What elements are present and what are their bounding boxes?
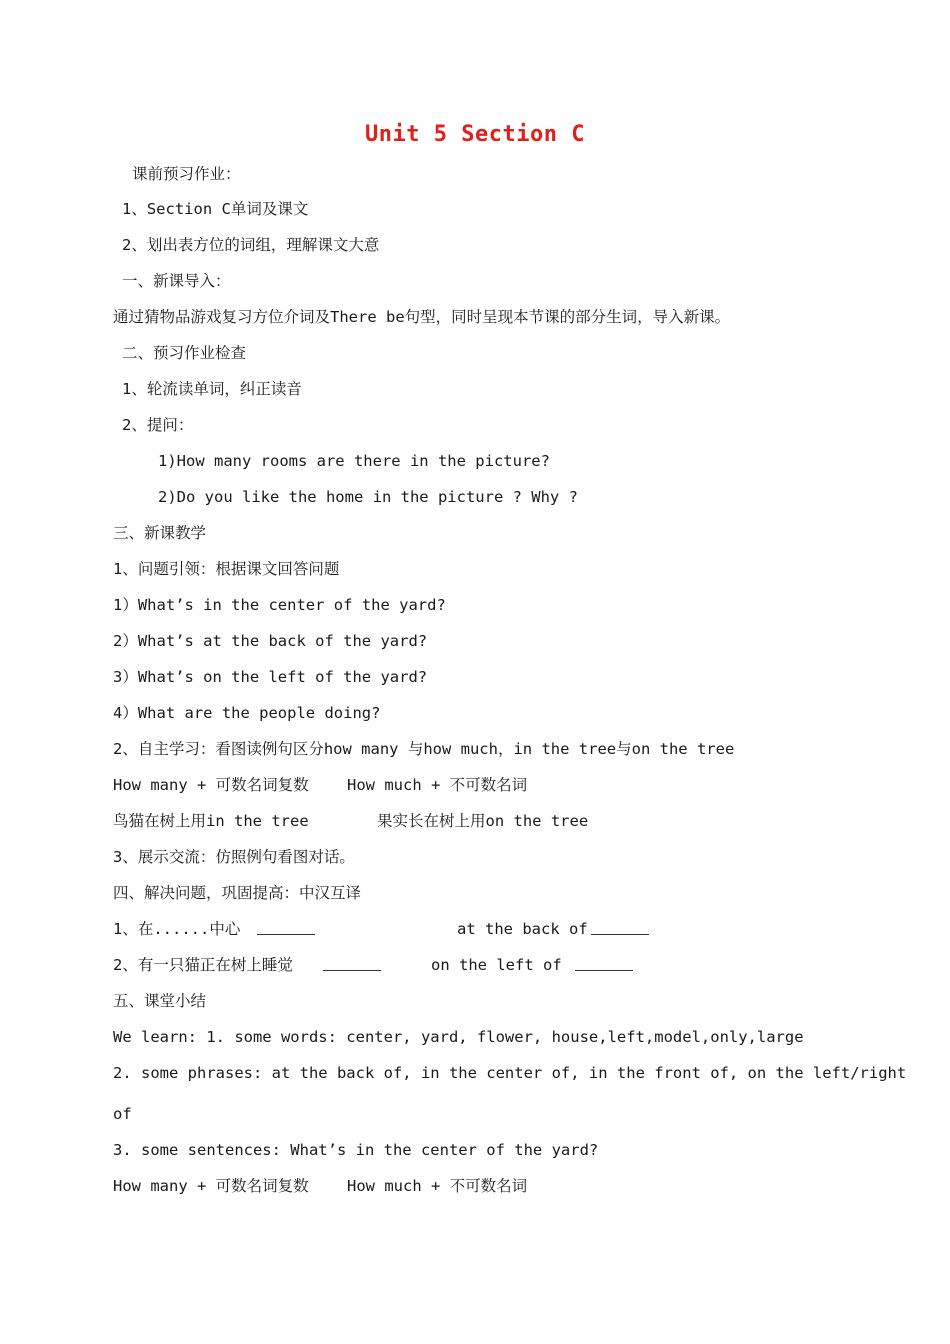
question-1: 1)How many rooms are there in the picture? — [158, 452, 550, 470]
preview-item-2: 2、划出表方位的词组，理解课文大意 — [122, 236, 380, 254]
section-3-item-3: 3、展示交流：仿照例句看图对话。 — [113, 848, 355, 866]
summary-how-much-rule: How much + 不可数名词 — [347, 1177, 528, 1195]
reading-question-1: 1）What’s in the center of the yard? — [113, 596, 446, 614]
summary-phrases-continued: of — [113, 1105, 132, 1123]
translate-item-1b: at the back of — [457, 920, 588, 938]
how-much-rule: How much + 不可数名词 — [347, 776, 528, 794]
reading-question-2: 2）What’s at the back of the yard? — [113, 632, 428, 650]
translate-item-2: 2、有一只猫正在树上睡觉 — [113, 956, 293, 974]
translate-item-2b: on the left of — [431, 956, 562, 974]
section-1-heading: 一、新课导入： — [122, 272, 231, 290]
summary-sentences: 3. some sentences: What’s in the center of the yard? — [113, 1141, 599, 1159]
section-2-heading: 二、预习作业检查 — [122, 344, 247, 362]
section-1-text: 通过猜物品游戏复习方位介词及There be句型，同时呈现本节课的部分生词，导入新课。 — [113, 308, 731, 326]
summary-how-many-rule: How many + 可数名词复数 — [113, 1177, 309, 1195]
section-3-heading: 三、新课教学 — [113, 524, 207, 542]
in-the-tree-rule: 鸟猫在树上用in the tree — [113, 812, 309, 830]
reading-question-4: 4）What are the people doing? — [113, 704, 381, 722]
reading-question-3: 3）What’s on the left of the yard? — [113, 668, 428, 686]
answer-blank — [323, 956, 381, 971]
section-3-item-1: 1、问题引领：根据课文回答问题 — [113, 560, 340, 578]
answer-blank — [575, 956, 633, 971]
section-2-item-1: 1、轮流读单词，纠正读音 — [122, 380, 302, 398]
preview-item-1: 1、Section C单词及课文 — [122, 200, 309, 218]
answer-blank — [591, 920, 649, 935]
section-4-heading: 四、解决问题，巩固提高：中汉互译 — [113, 884, 362, 902]
summary-words: We learn: 1. some words: center, yard, flower, house,left,model,only,large — [113, 1028, 804, 1046]
section-2-item-2: 2、提问： — [122, 416, 194, 434]
on-the-tree-rule: 果实长在树上用on the tree — [377, 812, 589, 830]
document-title: Unit 5 Section C — [365, 122, 585, 147]
section-5-heading: 五、课堂小结 — [113, 992, 207, 1010]
question-2: 2)Do you like the home in the picture ? Why ? — [158, 488, 578, 506]
answer-blank — [257, 920, 315, 935]
section-3-item-2: 2、自主学习：看图读例句区分how many 与how much，in the tree与on the tree — [113, 740, 735, 758]
how-many-rule: How many + 可数名词复数 — [113, 776, 309, 794]
summary-phrases: 2. some phrases: at the back of, in the center of, in the front of, on the left/right — [113, 1064, 907, 1082]
translate-item-1: 1、在......中心 — [113, 920, 241, 938]
preview-homework-heading: 课前预习作业： — [132, 165, 241, 183]
